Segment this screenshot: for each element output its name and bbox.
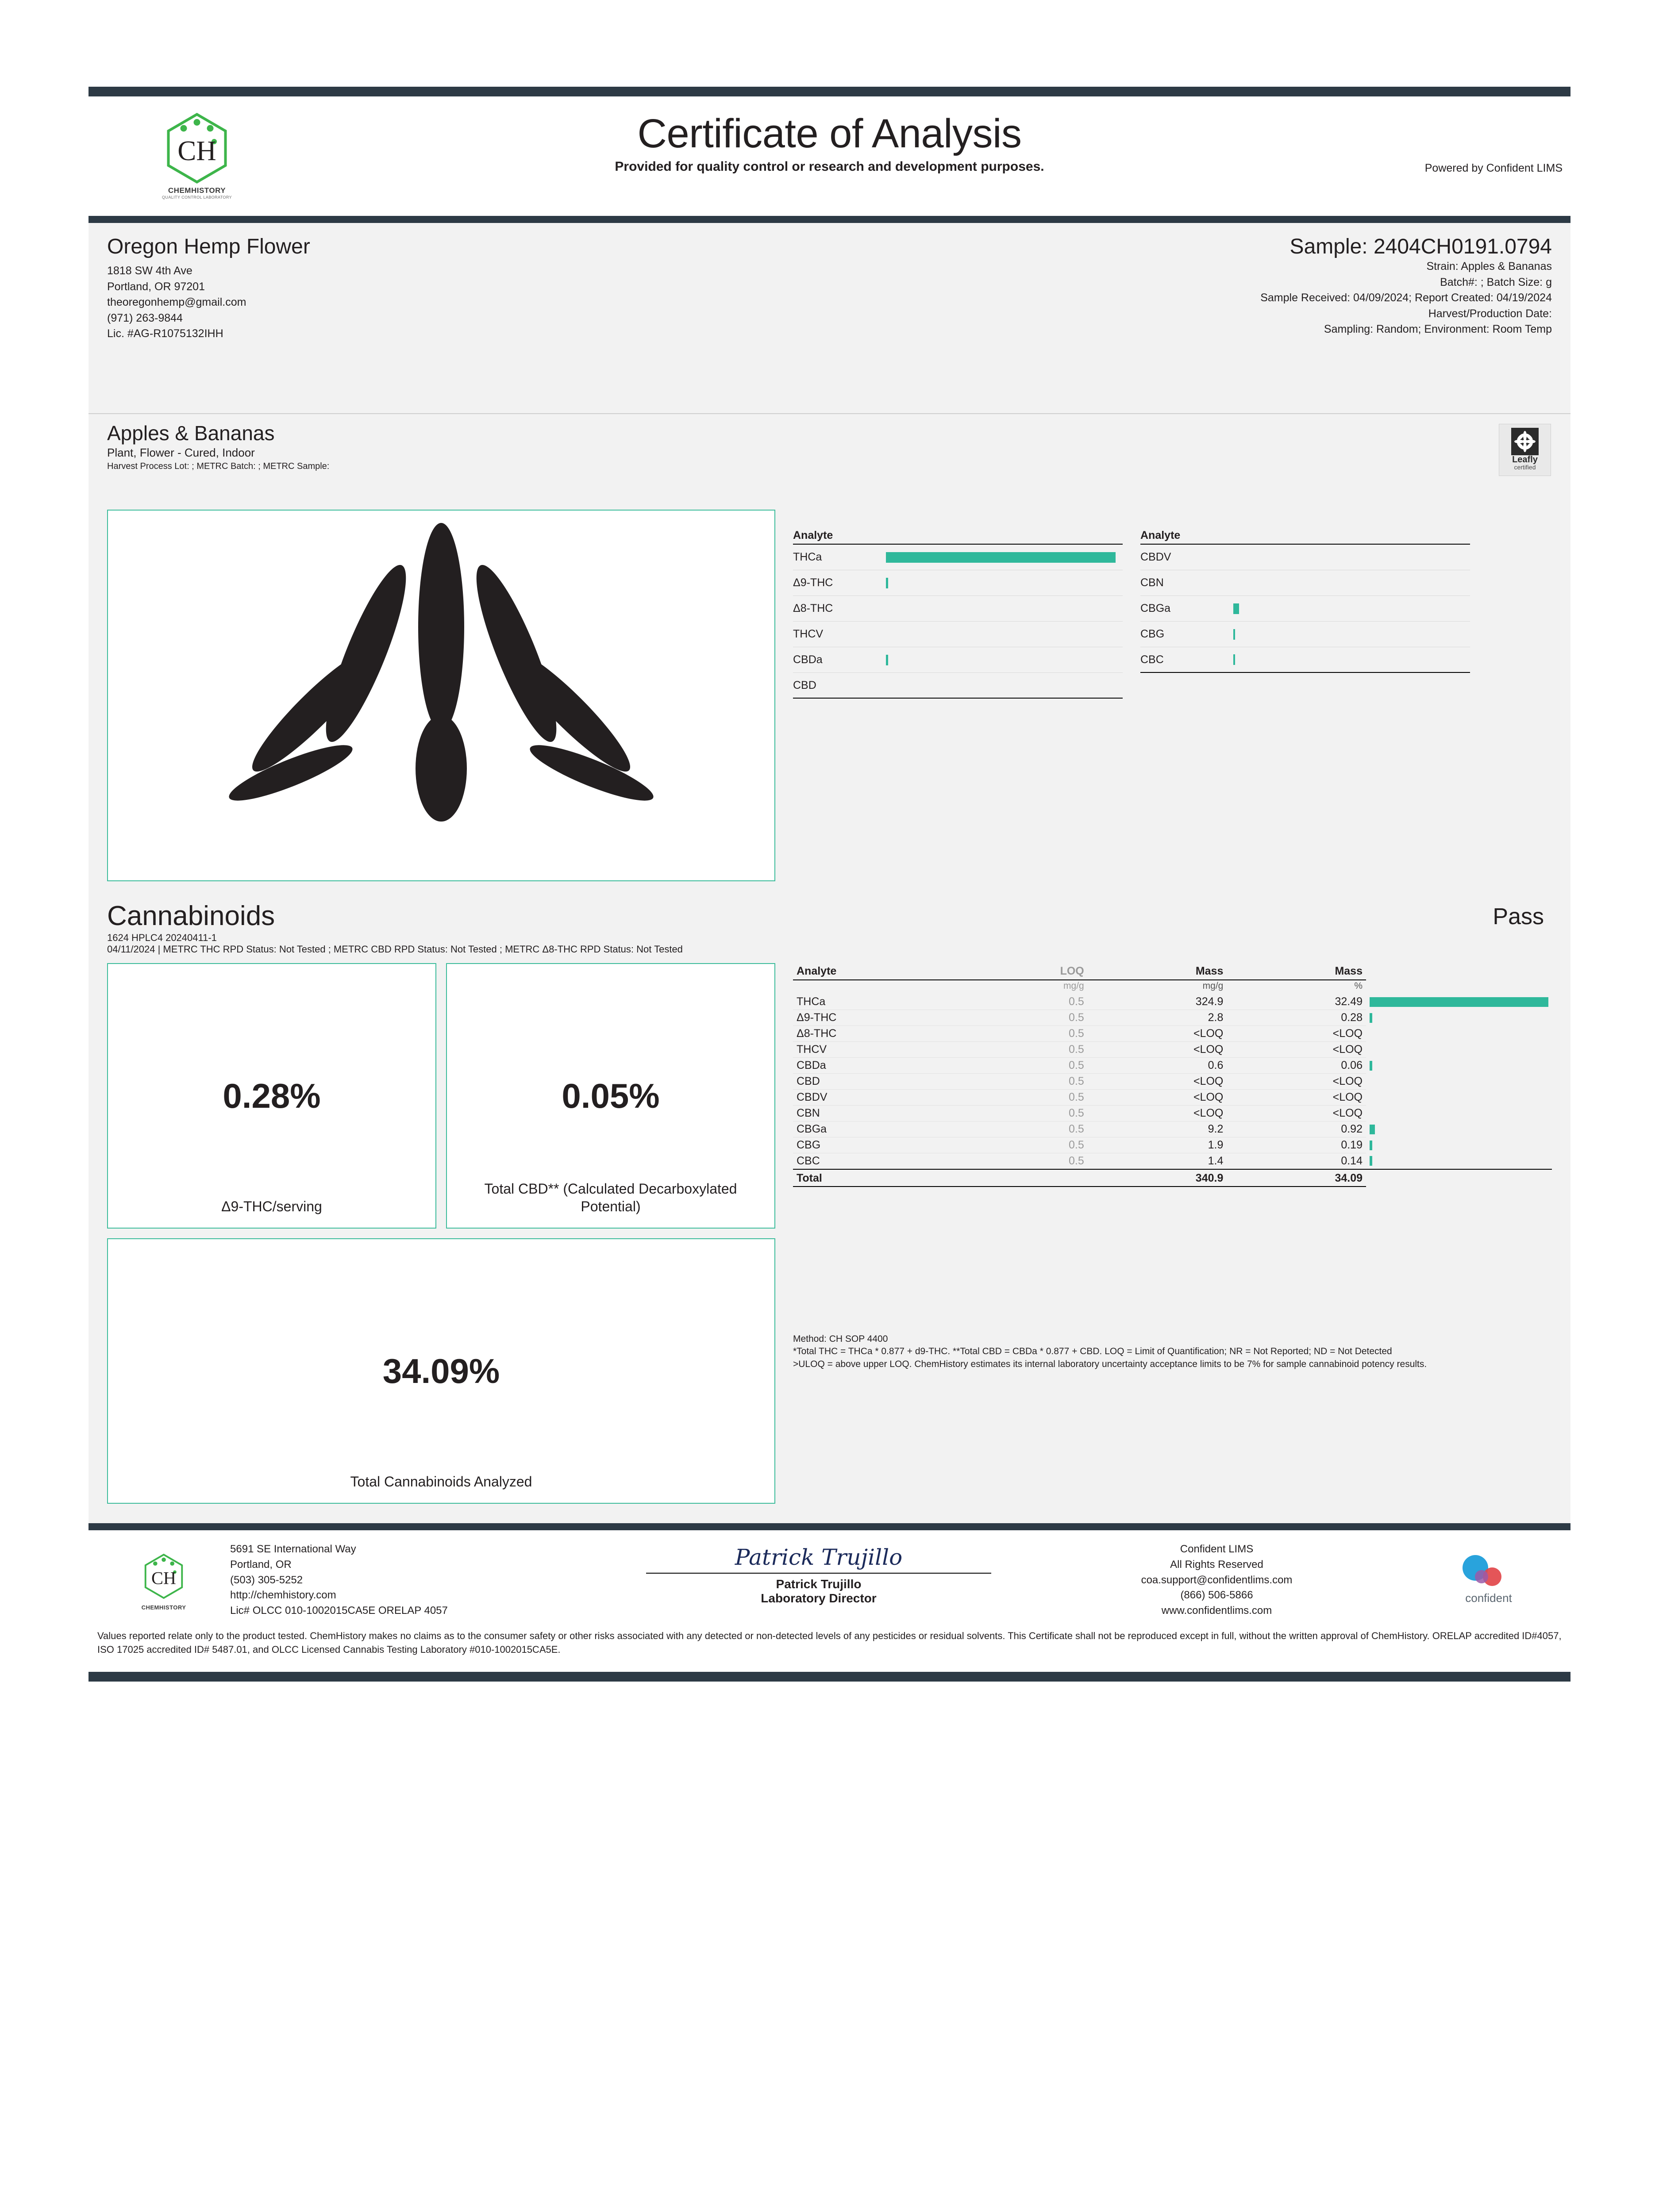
client-address-2: Portland, OR 97201 [107, 280, 205, 293]
analyte-summary-right [1140, 529, 1470, 881]
unit-loq: mg/g [1063, 981, 1084, 991]
table-row [793, 1010, 1552, 1026]
lab-address-2: Portland, OR [230, 1558, 292, 1571]
lims-phone: (866) 506-5866 [1180, 1589, 1253, 1601]
cell-loq: 0.5 [970, 1106, 1088, 1121]
analyte-label: CBN [1140, 576, 1164, 589]
cell-analyte: CBDa [793, 1058, 970, 1074]
lab-address-1: 5691 SE International Way [230, 1543, 356, 1555]
cell-bar [1366, 1010, 1552, 1026]
analyte-label: CBD [793, 679, 816, 691]
title-block [89, 113, 1570, 174]
total-pct: 34.09 [1227, 1169, 1366, 1187]
cell-analyte: CBDV [793, 1090, 970, 1106]
stat-value: 0.05% [562, 1076, 660, 1115]
analyte-bar-row [793, 570, 1123, 596]
leafly-leaf-icon [1511, 428, 1539, 455]
table-row [793, 1121, 1552, 1137]
signer-name: Patrick Trujillo [776, 1577, 862, 1591]
sample-id: Sample: 2404CH0191.0794 [1289, 235, 1552, 258]
cell-analyte: Δ9-THC [793, 1010, 970, 1026]
analyte-label: CBGa [1140, 602, 1171, 614]
cell-pct: <LOQ [1227, 1090, 1366, 1106]
table-row [793, 1026, 1552, 1042]
total-label: Total [793, 1169, 970, 1187]
analyte-bar [886, 655, 888, 665]
cell-bar [1366, 1074, 1552, 1090]
table-row [793, 1074, 1552, 1090]
confident-dot-purple [1475, 1570, 1488, 1583]
lims-name: Confident LIMS [1180, 1543, 1254, 1555]
analyte-label: CBDa [793, 653, 823, 666]
total-loq [970, 1169, 1088, 1187]
analyte-bar-row [1140, 596, 1470, 622]
signer-role: Laboratory Director [761, 1591, 877, 1605]
cell-loq: 0.5 [970, 1010, 1088, 1026]
document-header [89, 96, 1570, 216]
lims-email[interactable]: coa.support@confidentlims.com [1141, 1574, 1293, 1586]
row-bar [1370, 1125, 1375, 1134]
analyte-bar-row [1140, 622, 1470, 647]
cell-pct: <LOQ [1227, 1074, 1366, 1090]
section-meta-2: 04/11/2024 | METRC THC RPD Status: Not Tested ; METRC CBD RPD Status: Not Tested ; METRC Δ8-THC RPD Status: Not Tested [107, 944, 683, 955]
cell-pct: 0.14 [1227, 1153, 1366, 1170]
cell-bar [1366, 1026, 1552, 1042]
client-name: Oregon Hemp Flower [107, 235, 310, 258]
table-row [793, 1106, 1552, 1121]
section-meta-1: 1624 HPLC4 20240411-1 [107, 932, 217, 944]
page-subtitle: Provided for quality control or research and development purposes. [615, 159, 1044, 174]
confident-logo [1416, 1542, 1562, 1605]
lims-rights: All Rights Reserved [1170, 1558, 1263, 1571]
cell-mgg: <LOQ [1088, 1090, 1227, 1106]
row-bar [1370, 1141, 1372, 1150]
table-row [793, 1042, 1552, 1058]
cell-loq: 0.5 [970, 994, 1088, 1010]
lab-address [230, 1542, 620, 1619]
method-line-1: Method: CH SOP 4400 [793, 1334, 888, 1344]
table-row [793, 994, 1552, 1010]
cannabis-leaf-icon [180, 521, 702, 870]
cell-bar [1366, 1106, 1552, 1121]
confident-dots-icon [1460, 1554, 1517, 1590]
top-rule [89, 87, 1570, 96]
analyte-column-header-left: Analyte [793, 529, 1123, 545]
analyte-bar-row [793, 545, 1123, 570]
table-row [793, 1153, 1552, 1170]
stat-card-total-cbd [446, 963, 775, 1229]
col-mass-mgg: Mass [1088, 965, 1227, 980]
cell-pct: 0.19 [1227, 1137, 1366, 1153]
cell-loq: 0.5 [970, 1153, 1088, 1170]
sample-harvest-date: Harvest/Production Date: [1428, 307, 1552, 320]
client-sample-band [89, 223, 1570, 413]
lab-phone: (503) 305-5252 [230, 1574, 303, 1586]
analyte-bar-row [1140, 647, 1470, 673]
cell-mgg: <LOQ [1088, 1106, 1227, 1121]
total-bar [1366, 1169, 1552, 1187]
stat-card-total-cannabinoids [107, 1238, 775, 1504]
confident-wordmark: confident [1465, 1591, 1512, 1605]
analyte-bar-track [886, 603, 1123, 614]
analyte-label: Δ9-THC [793, 576, 833, 589]
analyte-column-header-right: Analyte [1140, 529, 1470, 545]
stat-caption: Total CBD** (Calculated Decarboxylated Potential) [484, 1181, 737, 1215]
footer-chemhistory-logo [97, 1542, 230, 1611]
analyte-bar-track [1233, 578, 1470, 588]
svg-text:CH: CH [177, 135, 216, 166]
sample-sampling: Sampling: Random; Environment: Room Temp [1324, 323, 1552, 335]
cell-mgg: 324.9 [1088, 994, 1227, 1010]
svg-text:CH: CH [151, 1568, 177, 1588]
analyte-label: THCa [793, 551, 822, 563]
analyte-bar-track [886, 680, 1123, 691]
sample-image-and-summary [89, 498, 1570, 893]
cell-analyte: THCV [793, 1042, 970, 1058]
analyte-bar-row [793, 596, 1123, 622]
client-phone: (971) 263-9844 [107, 311, 183, 324]
cell-bar [1366, 1153, 1552, 1170]
cell-analyte: THCa [793, 994, 970, 1010]
cell-analyte: CBN [793, 1106, 970, 1121]
table-header-row [793, 965, 1552, 980]
signature-block [620, 1542, 1018, 1605]
table-total-row [793, 1169, 1552, 1187]
sample-strain: Strain: Apples & Bananas [1426, 260, 1552, 273]
cell-bar [1366, 1058, 1552, 1074]
signature-image: Patrick Trujillo [735, 1544, 903, 1571]
analyte-bar [1233, 654, 1235, 665]
analyte-label: CBC [1140, 653, 1164, 666]
analyte-bar-row [1140, 545, 1470, 570]
table-row [793, 1058, 1552, 1074]
col-bar [1366, 965, 1552, 980]
stat-card-thc-serving [107, 963, 436, 1229]
footer-rule [89, 1523, 1570, 1530]
cell-loq: 0.5 [970, 1121, 1088, 1137]
analyte-summary-charts [793, 510, 1552, 881]
analyte-bar-track [886, 552, 1123, 563]
logo-subcaption: QUALITY CONTROL LABORATORY [162, 195, 232, 200]
row-bar [1370, 1013, 1372, 1023]
cell-loq: 0.5 [970, 1090, 1088, 1106]
section-title: Cannabinoids [107, 901, 275, 931]
product-type: Plant, Flower - Cured, Indoor [107, 446, 255, 459]
summary-cards [107, 963, 775, 1504]
row-bar [1370, 1061, 1372, 1071]
leafly-certified-badge [1499, 424, 1551, 476]
cell-mgg: 9.2 [1088, 1121, 1227, 1137]
table-units-row [793, 980, 1552, 994]
analyte-label: Δ8-THC [793, 602, 833, 614]
client-email: theoregonhemp@gmail.com [107, 296, 246, 308]
analyte-label: CBG [1140, 628, 1165, 640]
analyte-bar [886, 552, 1116, 563]
sample-received: Sample Received: 04/09/2024; Report Created: 04/19/2024 [1260, 292, 1552, 304]
cell-mgg: 0.6 [1088, 1058, 1227, 1074]
analyte-bar-row [1140, 570, 1470, 596]
cell-pct: <LOQ [1227, 1026, 1366, 1042]
cell-bar [1366, 1090, 1552, 1106]
cell-loq: 0.5 [970, 1137, 1088, 1153]
unit-mass-mgg: mg/g [1202, 981, 1224, 991]
col-loq: LOQ [970, 965, 1088, 980]
client-info [107, 234, 801, 342]
cell-pct: 32.49 [1227, 994, 1366, 1010]
cell-mgg: <LOQ [1088, 1074, 1227, 1090]
unit-analyte [793, 980, 970, 994]
cell-loq: 0.5 [970, 1042, 1088, 1058]
powered-by-label: Powered by Confident LIMS [1424, 162, 1563, 174]
cell-bar [1366, 994, 1552, 1010]
analyte-bar-track [886, 578, 1123, 588]
analyte-bar [1233, 603, 1239, 614]
cell-analyte: CBG [793, 1137, 970, 1153]
stat-value: 0.28% [223, 1076, 321, 1115]
stat-value: 34.09% [382, 1351, 500, 1390]
cell-analyte: CBD [793, 1074, 970, 1090]
cell-mgg: 1.9 [1088, 1137, 1227, 1153]
cannabinoid-results-table [793, 965, 1552, 1187]
cell-mgg: 2.8 [1088, 1010, 1227, 1026]
cell-mgg: 1.4 [1088, 1153, 1227, 1170]
client-address-1: 1818 SW 4th Ave [107, 265, 192, 277]
cell-analyte: CBC [793, 1153, 970, 1170]
analyte-bar-track [886, 655, 1123, 665]
leafly-badge-title: Leafly [1512, 455, 1538, 465]
analyte-bar-track [886, 629, 1123, 640]
product-lot: Harvest Process Lot: ; METRC Batch: ; METRC Sample: [107, 461, 330, 471]
cell-pct: <LOQ [1227, 1042, 1366, 1058]
product-name: Apples & Bananas [107, 422, 275, 445]
analyte-bar-row [793, 622, 1123, 647]
table-row [793, 1137, 1552, 1153]
leafly-badge-sub: certified [1514, 464, 1536, 471]
lab-license: Lic# OLCC 010-1002015CA5E ORELAP 4057 [230, 1605, 448, 1617]
disclaimer-text: Values reported relate only to the product tested. ChemHistory makes no claims as to the consumer safety or other risks associated with any detected or non-detected levels of any pesticides or residual solvents. This Certificate shall not be reproduced except in full, without the written approval of ChemHistory. ORELAP accredited ID#4057, ISO 17025 accredited ID# 5487.01, and OLCC Licensed Cannabis Testing Laboratory #010-1002015CA5E. [97, 1630, 1562, 1655]
cell-loq: 0.5 [970, 1074, 1088, 1090]
analyte-bar-track [1233, 629, 1470, 640]
analyte-bar-track [1233, 552, 1470, 563]
page-title: Certificate of Analysis [637, 111, 1022, 156]
signature-line [646, 1573, 991, 1574]
analyte-label: CBDV [1140, 551, 1171, 563]
analyte-summary-left [793, 529, 1123, 881]
analyte-bar-row [793, 673, 1123, 699]
stat-caption: Δ9-THC/serving [221, 1198, 322, 1215]
cell-loq: 0.5 [970, 1058, 1088, 1074]
lab-website[interactable]: http://chemhistory.com [230, 1589, 336, 1601]
method-line-2: *Total THC = THCa * 0.877 + d9-THC. **Total CBD = CBDa * 0.877 + CBD. LOQ = Limit of Quantification; NR = Not Reported; ND = Not Detected [793, 1346, 1392, 1357]
cell-analyte: CBGa [793, 1121, 970, 1137]
cell-pct: 0.92 [1227, 1121, 1366, 1137]
sample-batch: Batch#: ; Batch Size: g [1440, 276, 1552, 288]
analyte-bar-track [1233, 603, 1470, 614]
analyte-bar-track [1233, 654, 1470, 665]
row-bar [1370, 1156, 1372, 1166]
cell-mgg: <LOQ [1088, 1042, 1227, 1058]
bottom-rule [89, 1672, 1570, 1682]
analyte-bar-row [793, 647, 1123, 673]
sample-info [801, 234, 1552, 342]
cell-pct: 0.28 [1227, 1010, 1366, 1026]
row-bar [1370, 997, 1548, 1007]
cell-pct: 0.06 [1227, 1058, 1366, 1074]
product-band [89, 414, 1570, 498]
client-license: Lic. #AG-R1075132IHH [107, 327, 223, 340]
hexagon-logo-icon [142, 1553, 185, 1600]
cannabinoids-section [89, 893, 1570, 1523]
document-footer [89, 1530, 1570, 1623]
analyte-label: THCV [793, 628, 824, 640]
lims-info [1018, 1542, 1416, 1619]
logo-caption: CHEMHISTORY [168, 186, 226, 195]
unit-mass-pct: % [1354, 981, 1363, 991]
cell-bar [1366, 1137, 1552, 1153]
cell-analyte: Δ8-THC [793, 1026, 970, 1042]
lims-website[interactable]: www.confidentlims.com [1161, 1605, 1272, 1617]
cell-pct: <LOQ [1227, 1106, 1366, 1121]
coa-document [0, 87, 1659, 2212]
cell-loq: 0.5 [970, 1026, 1088, 1042]
header-rule [89, 216, 1570, 223]
results-table-wrap [793, 963, 1552, 1504]
sample-photo [107, 510, 775, 881]
table-row [793, 1090, 1552, 1106]
method-notes [793, 1333, 1552, 1371]
method-line-3: >ULOQ = above upper LOQ. ChemHistory estimates its internal laboratory uncertainty acceptance limits to be 7% for sample cannabinoid potency results. [793, 1359, 1427, 1369]
cell-bar [1366, 1042, 1552, 1058]
total-mgg: 340.9 [1088, 1169, 1227, 1187]
footer-logo-caption: CHEMHISTORY [141, 1604, 186, 1611]
unit-bar [1366, 980, 1552, 994]
cell-mgg: <LOQ [1088, 1026, 1227, 1042]
status-badge: Pass [1493, 904, 1544, 929]
analyte-bar [1233, 629, 1235, 640]
stat-caption: Total Cannabinoids Analyzed [350, 1474, 532, 1490]
cell-bar [1366, 1121, 1552, 1137]
col-mass-pct: Mass [1227, 965, 1366, 980]
col-analyte: Analyte [793, 965, 970, 980]
analyte-bar [886, 578, 888, 588]
